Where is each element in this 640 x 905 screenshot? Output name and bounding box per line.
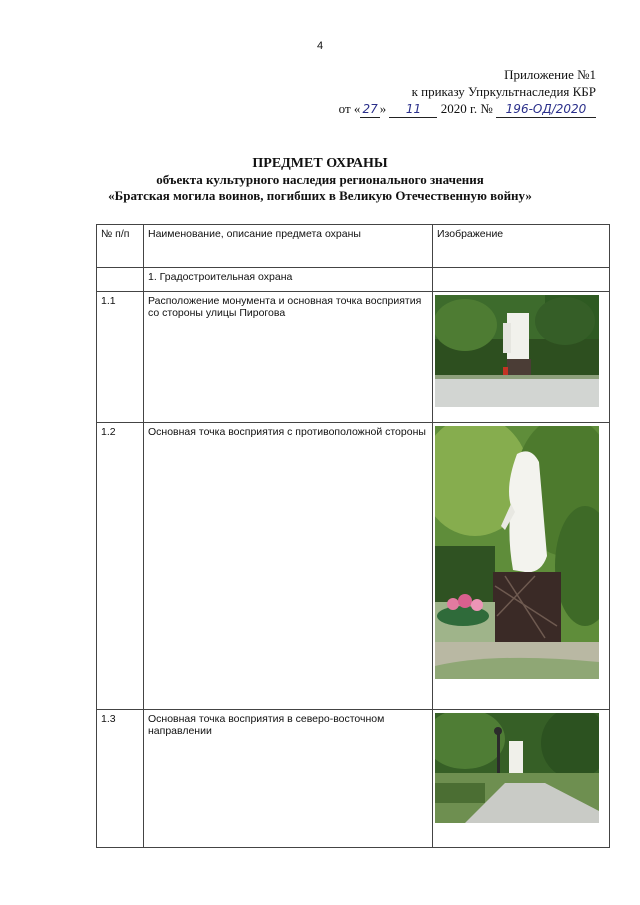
- section-num: [97, 268, 144, 292]
- appendix-order: к приказу Упркультнаследия КБР: [411, 84, 596, 99]
- appendix-date-line: [339, 101, 596, 118]
- date-month: 11: [389, 102, 437, 118]
- monument-photo-3: [435, 713, 599, 823]
- date-year: 2020 г. №: [440, 101, 493, 116]
- date-day: 27: [362, 102, 378, 116]
- page-number: 4: [316, 40, 324, 52]
- row-num: 1.2: [97, 423, 144, 710]
- table-row: [97, 292, 610, 423]
- doc-subtitle-2: «Братская могила воинов, погибших в Великую Отечественную войну»: [108, 188, 532, 203]
- monument-photo-2: [435, 426, 599, 679]
- doc-subtitle-1: объекта культурного наследия регионального значения: [156, 172, 484, 187]
- monument-photo-1: [435, 295, 599, 407]
- header-image: Изображение: [433, 225, 610, 268]
- date-mid: »: [379, 101, 387, 116]
- protection-table: [96, 224, 610, 848]
- header-desc: Наименование, описание предмета охраны: [144, 225, 433, 268]
- row-num: 1.3: [97, 710, 144, 848]
- row-desc: Основная точка восприятия в северо-восточном направлении: [144, 710, 433, 848]
- date-prefix: от «: [338, 101, 361, 116]
- row-desc: Расположение монумента и основная точка восприятия со стороны улицы Пирогова: [144, 292, 433, 423]
- section-title: 1. Градостроительная охрана: [144, 268, 433, 292]
- table-header-row: [97, 225, 610, 268]
- section-row: [97, 268, 610, 292]
- section-empty: [433, 268, 610, 292]
- row-image-cell: [433, 710, 610, 848]
- row-num: 1.1: [97, 292, 144, 423]
- order-number: 196-ОД/2020: [496, 102, 596, 118]
- row-desc: Основная точка восприятия с противоположной стороны: [144, 423, 433, 710]
- table-row: [97, 710, 610, 848]
- header-num: № п/п: [97, 225, 144, 268]
- appendix-title: Приложение №1: [504, 67, 596, 82]
- row-image-cell: [433, 292, 610, 423]
- doc-title: ПРЕДМЕТ ОХРАНЫ: [252, 156, 388, 171]
- row-image-cell: [433, 423, 610, 710]
- table-row: [97, 423, 610, 710]
